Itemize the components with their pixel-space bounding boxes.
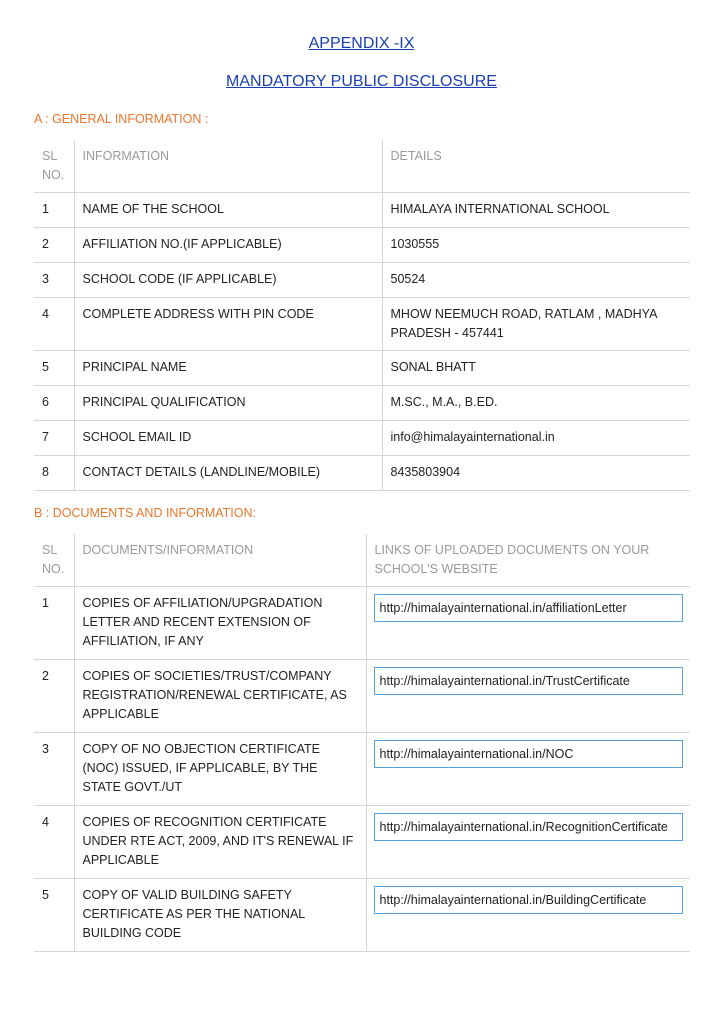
table-header-row bbox=[34, 140, 690, 193]
row-information: NAME OF THE SCHOOL bbox=[74, 193, 382, 228]
column-header-details: DETAILS bbox=[382, 140, 690, 193]
table-row bbox=[34, 298, 690, 351]
document-link-field[interactable]: http://himalayainternational.in/RecognitionCertificate bbox=[374, 813, 684, 841]
table-header-row bbox=[34, 534, 690, 587]
document-link-field[interactable]: http://himalayainternational.in/TrustCertificate bbox=[374, 667, 684, 695]
row-sl: 8 bbox=[34, 456, 74, 491]
row-details: HIMALAYA INTERNATIONAL SCHOOL bbox=[382, 193, 690, 228]
table-row bbox=[34, 421, 690, 456]
row-link-cell bbox=[366, 879, 690, 952]
row-information: SCHOOL CODE (IF APPLICABLE) bbox=[74, 263, 382, 298]
table-row bbox=[34, 263, 690, 298]
row-information: COMPLETE ADDRESS WITH PIN CODE bbox=[74, 298, 382, 351]
row-sl: 5 bbox=[34, 351, 74, 386]
table-row bbox=[34, 806, 690, 879]
table-row bbox=[34, 660, 690, 733]
table-row bbox=[34, 733, 690, 806]
row-information: CONTACT DETAILS (LANDLINE/MOBILE) bbox=[74, 456, 382, 491]
row-details: 1030555 bbox=[382, 228, 690, 263]
row-sl: 6 bbox=[34, 386, 74, 421]
column-header-sl: SL NO. bbox=[34, 534, 74, 587]
row-document: COPY OF VALID BUILDING SAFETY CERTIFICATE AS PER THE NATIONAL BUILDING CODE bbox=[74, 879, 366, 952]
section-b-heading: B : DOCUMENTS AND INFORMATION: bbox=[34, 506, 256, 520]
table-row bbox=[34, 351, 690, 386]
page-title: MANDATORY PUBLIC DISCLOSURE bbox=[226, 73, 497, 90]
row-sl: 1 bbox=[34, 193, 74, 228]
row-document: COPIES OF SOCIETIES/TRUST/COMPANY REGISTRATION/RENEWAL CERTIFICATE, AS APPLICABLE bbox=[74, 660, 366, 733]
row-information: PRINCIPAL NAME bbox=[74, 351, 382, 386]
section-a-heading: A : GENERAL INFORMATION : bbox=[34, 112, 209, 126]
row-sl: 3 bbox=[34, 733, 74, 806]
row-link-cell bbox=[366, 806, 690, 879]
row-details: 8435803904 bbox=[382, 456, 690, 491]
document-link-field[interactable]: http://himalayainternational.in/NOC bbox=[374, 740, 684, 768]
table-row bbox=[34, 879, 690, 952]
row-details: M.SC., M.A., B.ED. bbox=[382, 386, 690, 421]
row-link-cell bbox=[366, 587, 690, 660]
row-information: SCHOOL EMAIL ID bbox=[74, 421, 382, 456]
general-information-table bbox=[34, 140, 690, 491]
row-information: AFFILIATION NO.(IF APPLICABLE) bbox=[74, 228, 382, 263]
row-sl: 4 bbox=[34, 298, 74, 351]
row-sl: 2 bbox=[34, 228, 74, 263]
column-header-documents: DOCUMENTS/INFORMATION bbox=[74, 534, 366, 587]
row-details: SONAL BHATT bbox=[382, 351, 690, 386]
document-link-field[interactable]: http://himalayainternational.in/affiliationLetter bbox=[374, 594, 684, 622]
table-row bbox=[34, 386, 690, 421]
row-sl: 7 bbox=[34, 421, 74, 456]
row-sl: 3 bbox=[34, 263, 74, 298]
column-header-sl: SL NO. bbox=[34, 140, 74, 193]
column-header-links: LINKS OF UPLOADED DOCUMENTS ON YOUR SCHOOL'S WEBSITE bbox=[366, 534, 690, 587]
row-link-cell bbox=[366, 733, 690, 806]
row-document: COPY OF NO OBJECTION CERTIFICATE (NOC) ISSUED, IF APPLICABLE, BY THE STATE GOVT./UT bbox=[74, 733, 366, 806]
table-row bbox=[34, 228, 690, 263]
documents-information-table bbox=[34, 534, 690, 952]
row-sl: 2 bbox=[34, 660, 74, 733]
appendix-heading: APPENDIX -IX bbox=[308, 35, 415, 52]
table-row bbox=[34, 456, 690, 491]
row-information: PRINCIPAL QUALIFICATION bbox=[74, 386, 382, 421]
row-sl: 1 bbox=[34, 587, 74, 660]
row-details: MHOW NEEMUCH ROAD, RATLAM , MADHYA PRADESH - 457441 bbox=[382, 298, 690, 351]
row-sl: 5 bbox=[34, 879, 74, 952]
row-details: info@himalayainternational.in bbox=[382, 421, 690, 456]
row-document: COPIES OF AFFILIATION/UPGRADATION LETTER AND RECENT EXTENSION OF AFFILIATION, IF ANY bbox=[74, 587, 366, 660]
row-link-cell bbox=[366, 660, 690, 733]
column-header-information: INFORMATION bbox=[74, 140, 382, 193]
table-row bbox=[34, 193, 690, 228]
row-details: 50524 bbox=[382, 263, 690, 298]
table-row bbox=[34, 587, 690, 660]
document-link-field[interactable]: http://himalayainternational.in/BuildingCertificate bbox=[374, 886, 684, 914]
row-sl: 4 bbox=[34, 806, 74, 879]
row-document: COPIES OF RECOGNITION CERTIFICATE UNDER RTE ACT, 2009, AND IT'S RENEWAL IF APPLICABLE bbox=[74, 806, 366, 879]
